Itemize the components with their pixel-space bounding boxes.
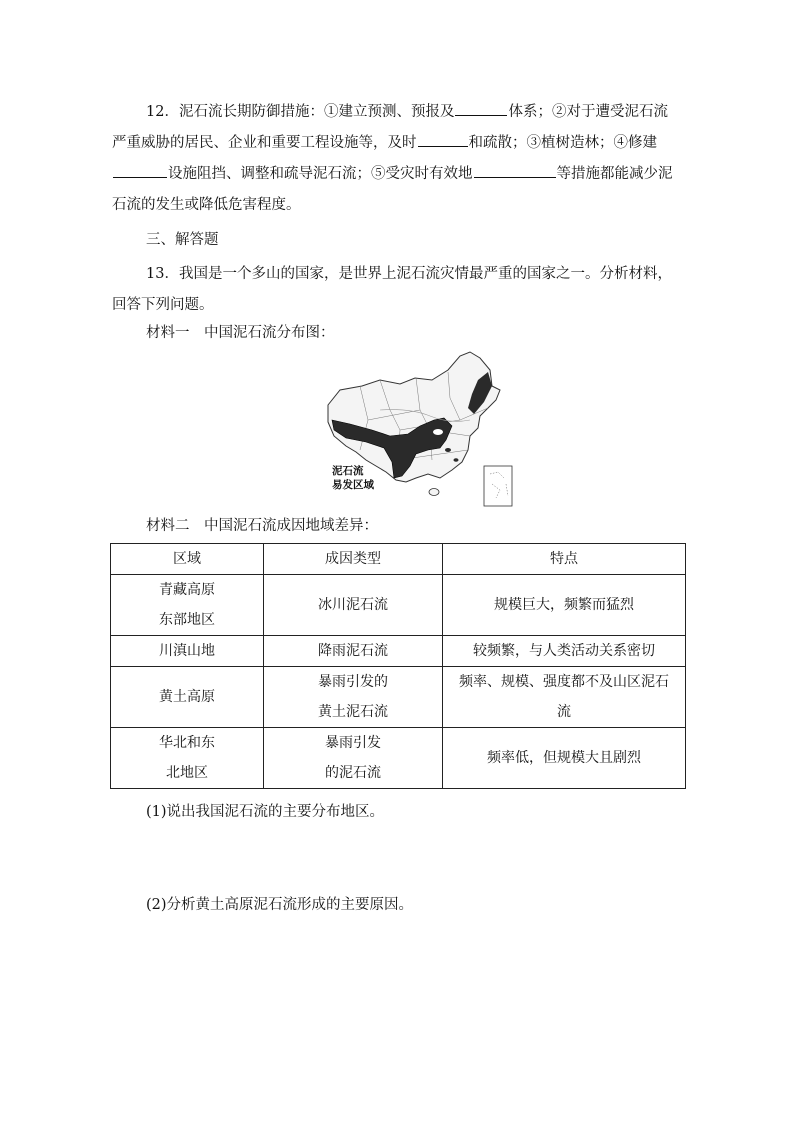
cell-text: 青藏高原 (159, 582, 215, 598)
table-row (111, 636, 686, 667)
q12-text-4: 设施阻挡、调整和疏导泥石流；⑤受灾时有效地 (168, 166, 473, 182)
table-row (111, 667, 686, 728)
map-legend-label (332, 464, 374, 492)
q12-text-1: 12．泥石流长期防御措施：①建立预测、预报及 (146, 104, 455, 120)
china-debris-flow-map (320, 350, 520, 510)
q12-text-2: 体系；②对于遭受泥石流严重威胁的居民、企业和重要工程设施等，及时 (112, 104, 668, 151)
table-header-cell: 成因类型 (264, 544, 443, 575)
region-cell (111, 575, 264, 636)
cell-text: 黄土高原 (159, 689, 215, 705)
type-cell (264, 636, 443, 667)
cell-text: 流 (557, 704, 571, 720)
table-header-row (111, 544, 686, 575)
cell-text: 川滇山地 (159, 643, 215, 659)
q12-text-5: 等措施都能减少泥石流的发生或降低危害程度。 (112, 166, 673, 213)
cell-text: 降雨泥石流 (318, 643, 388, 659)
type-cell (264, 728, 443, 789)
material-1-label: 材料一 中国泥石流分布图： (146, 325, 335, 341)
cell-text: 的泥石流 (325, 765, 381, 781)
table-row (111, 728, 686, 789)
question-13-intro: 13．我国是一个多山的国家，是世界上泥石流灾情最严重的国家之一。分析材料，回答下列问题。 (112, 266, 672, 313)
feature-cell (443, 575, 686, 636)
cell-text: 频率、规模、强度都不及山区泥石 (459, 674, 669, 690)
region-cell (111, 636, 264, 667)
cell-text: 暴雨引发的 (318, 674, 388, 690)
fill-blank-2[interactable] (418, 132, 468, 147)
question-12 (112, 97, 682, 221)
type-cell (264, 575, 443, 636)
sub-question-2: (2)分析黄土高原泥石流形成的主要原因。 (146, 897, 414, 913)
type-cell (264, 667, 443, 728)
section-heading: 三、解答题 (146, 232, 219, 248)
material-2-label: 材料二 中国泥石流成因地域差异： (146, 518, 378, 534)
feature-cell (443, 636, 686, 667)
debris-flow-table (110, 543, 686, 789)
cell-text: 冰川泥石流 (318, 597, 388, 613)
cell-text: 华北和东 (159, 735, 215, 751)
feature-cell (443, 667, 686, 728)
cell-text: 北地区 (166, 765, 208, 781)
table-header-cell: 区域 (111, 544, 264, 575)
q12-text-3: 和疏散；③植树造林；④修建 (468, 135, 657, 151)
cell-text: 东部地区 (159, 612, 215, 628)
cell-text: 频率低，但规模大且剧烈 (487, 750, 641, 766)
region-cell (111, 667, 264, 728)
fill-blank-1[interactable] (455, 101, 507, 116)
map-label-line-1: 泥石流 (332, 465, 364, 477)
fill-blank-3[interactable] (113, 163, 167, 178)
map-label-line-2: 易发区域 (332, 479, 374, 491)
feature-cell (443, 728, 686, 789)
cell-text: 黄土泥石流 (318, 704, 388, 720)
fill-blank-4[interactable] (474, 163, 556, 178)
cell-text: 规模巨大，频繁而猛烈 (494, 597, 634, 613)
sub-question-1: (1)说出我国泥石流的主要分布地区。 (146, 804, 385, 820)
table-header-cell: 特点 (443, 544, 686, 575)
region-cell (111, 728, 264, 789)
cell-text: 暴雨引发 (325, 735, 381, 751)
cell-text: 较频繁，与人类活动关系密切 (473, 643, 655, 659)
table-row (111, 575, 686, 636)
